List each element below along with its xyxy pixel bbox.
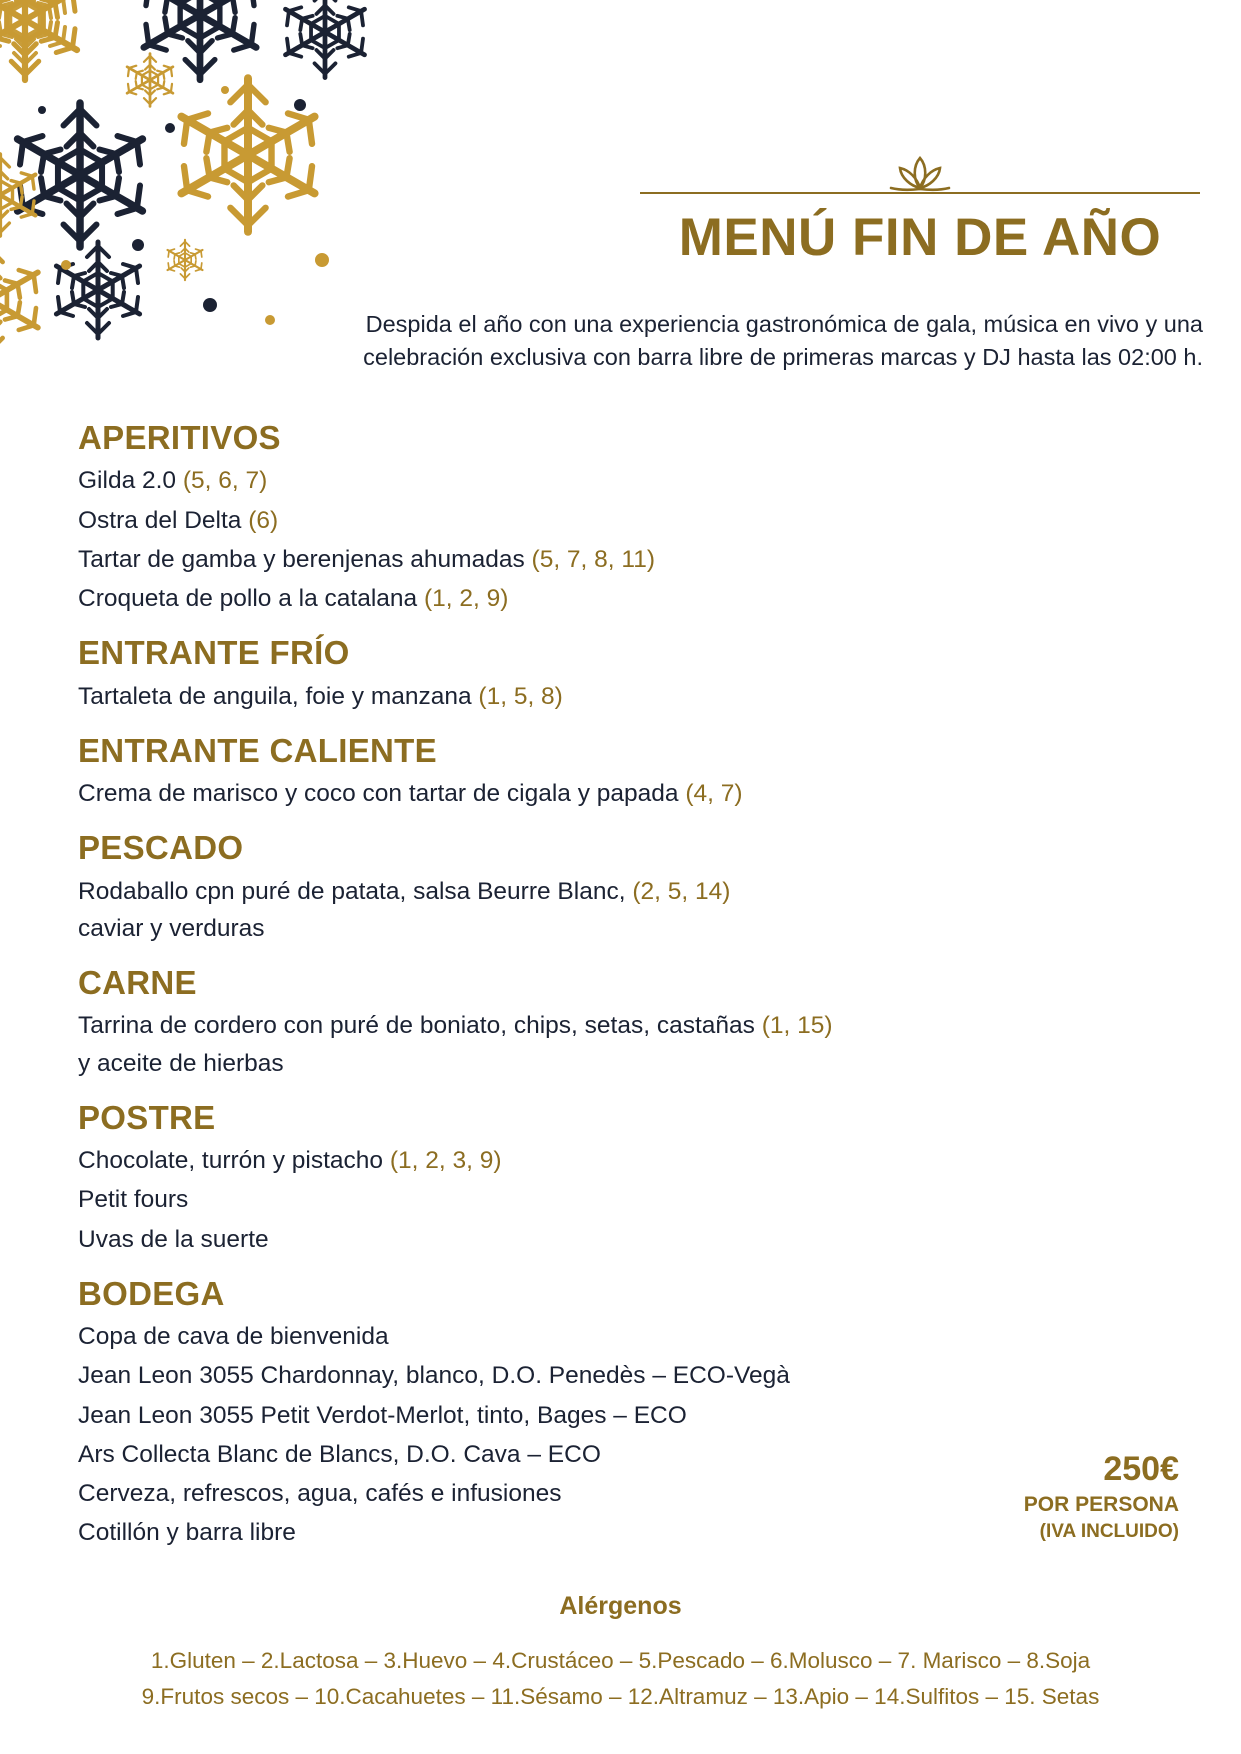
price-vat-note: (IVA INCLUIDO) — [1039, 1521, 1179, 1543]
section-title: PESCADO — [78, 829, 244, 867]
price-amount: 250€ — [1103, 1450, 1179, 1488]
dish-name: Ostra del Delta — [78, 506, 249, 534]
page-title: MENÚ FIN DE AÑO — [678, 208, 1162, 267]
section-title: CARNE — [78, 964, 197, 1002]
menu-sections — [78, 420, 1168, 1556]
price-per-person: POR PERSONA — [1023, 1492, 1179, 1516]
allergens-title: Alérgenos — [559, 1592, 682, 1620]
dish-name: Gilda 2.0 — [78, 467, 183, 495]
allergens-block — [0, 1592, 1241, 1716]
menu-section-postre — [78, 1100, 1168, 1258]
allergens-line-2: 9.Frutos secos – 10.Cacahuetes – 11.Sésamo – 12.Altramuz – 13.Apio – 14.Sulfitos – 15. Setas — [141, 1684, 1100, 1710]
dish-name: Cotillón y barra libre — [78, 1519, 296, 1547]
menu-item — [78, 1397, 1168, 1434]
dish-allergens: (4, 7) — [685, 780, 743, 808]
dish-name: Jean Leon 3055 Petit Verdot-Merlot, tinto, Bages – ECO — [78, 1401, 687, 1429]
menu-section-entrante-frio — [78, 635, 1168, 715]
menu-item — [78, 1007, 1168, 1081]
menu-item — [78, 873, 1168, 947]
dish-name: Rodaballo cpn puré de patata, salsa Beurre Blanc, — [78, 877, 633, 905]
dish-name: Chocolate, turrón y pistacho — [78, 1147, 390, 1175]
dish-allergens: (1, 2, 3, 9) — [389, 1147, 502, 1175]
dish-name: Crema de marisco y coco con tartar de cigala y papada — [78, 780, 686, 808]
intro-paragraph: Despida el año con una experiencia gastronómica de gala, música en vivo y una celebración exclusiva con barra libre de primeras marcas y DJ hasta las 02:00 h. — [363, 311, 1203, 371]
header-rule-wrap — [640, 150, 1200, 204]
menu-item — [78, 502, 1168, 539]
dish-name: Tarrina de cordero con puré de boniato, chips, setas, castañas — [78, 1012, 762, 1040]
dish-name: Jean Leon 3055 Chardonnay, blanco, D.O. Penedès – ECO-Vegà — [78, 1362, 790, 1390]
menu-item — [78, 1221, 1168, 1258]
dish-allergens: (6) — [248, 506, 279, 534]
menu-item — [78, 1142, 1168, 1179]
header-divider — [640, 192, 1200, 194]
menu-section-pescado — [78, 830, 1168, 947]
section-title: BODEGA — [78, 1274, 225, 1312]
price-block — [879, 1452, 1179, 1545]
dish-name: Croqueta de pollo a la catalana — [78, 585, 424, 612]
menu-section-aperitivos — [78, 420, 1168, 617]
menu-item — [78, 1181, 1168, 1218]
menu-header — [640, 150, 1200, 266]
dish-allergens: (1, 15) — [761, 1012, 833, 1040]
menu-item — [78, 1318, 1168, 1355]
section-title: APERITIVOS — [78, 419, 281, 456]
dish-name: Copa de cava de bienvenida — [78, 1323, 389, 1351]
menu-item — [78, 1357, 1168, 1394]
menu-item — [78, 678, 1168, 715]
dish-continuation: y aceite de hierbas — [78, 1049, 284, 1077]
menu-item — [78, 775, 1168, 812]
section-title: ENTRANTE CALIENTE — [78, 731, 437, 769]
dish-allergens: (1, 5, 8) — [478, 682, 563, 710]
dish-name: Petit fours — [78, 1186, 189, 1214]
dish-name: Tartar de gamba y berenjenas ahumadas — [78, 545, 532, 573]
dish-name: Ars Collecta Blanc de Blancs, D.O. Cava – ECO — [78, 1440, 601, 1468]
dish-allergens: (5, 6, 7) — [182, 467, 268, 495]
menu-item — [78, 462, 1168, 499]
dish-name: Cerveza, refrescos, agua, cafés e infusiones — [78, 1480, 562, 1508]
dish-allergens: (5, 7, 8, 11) — [531, 545, 656, 573]
menu-section-carne — [78, 965, 1168, 1082]
dish-name: Tartaleta de anguila, foie y manzana — [78, 682, 479, 710]
dish-allergens: (1, 2, 9) — [423, 585, 509, 612]
allergens-line-1: 1.Gluten – 2.Lactosa – 3.Huevo – 4.Crustáceo – 5.Pescado – 6.Molusco – 7. Marisco – 8.Soja — [150, 1648, 1091, 1673]
section-title: ENTRANTE FRÍO — [78, 634, 350, 672]
dish-name: Uvas de la suerte — [78, 1225, 269, 1253]
menu-item — [78, 541, 1168, 578]
section-title: POSTRE — [78, 1098, 216, 1136]
menu-section-entrante-caliente — [78, 733, 1168, 813]
menu-item — [78, 580, 1168, 617]
dish-continuation: caviar y verduras — [78, 914, 265, 942]
dish-allergens: (2, 5, 14) — [632, 877, 731, 905]
